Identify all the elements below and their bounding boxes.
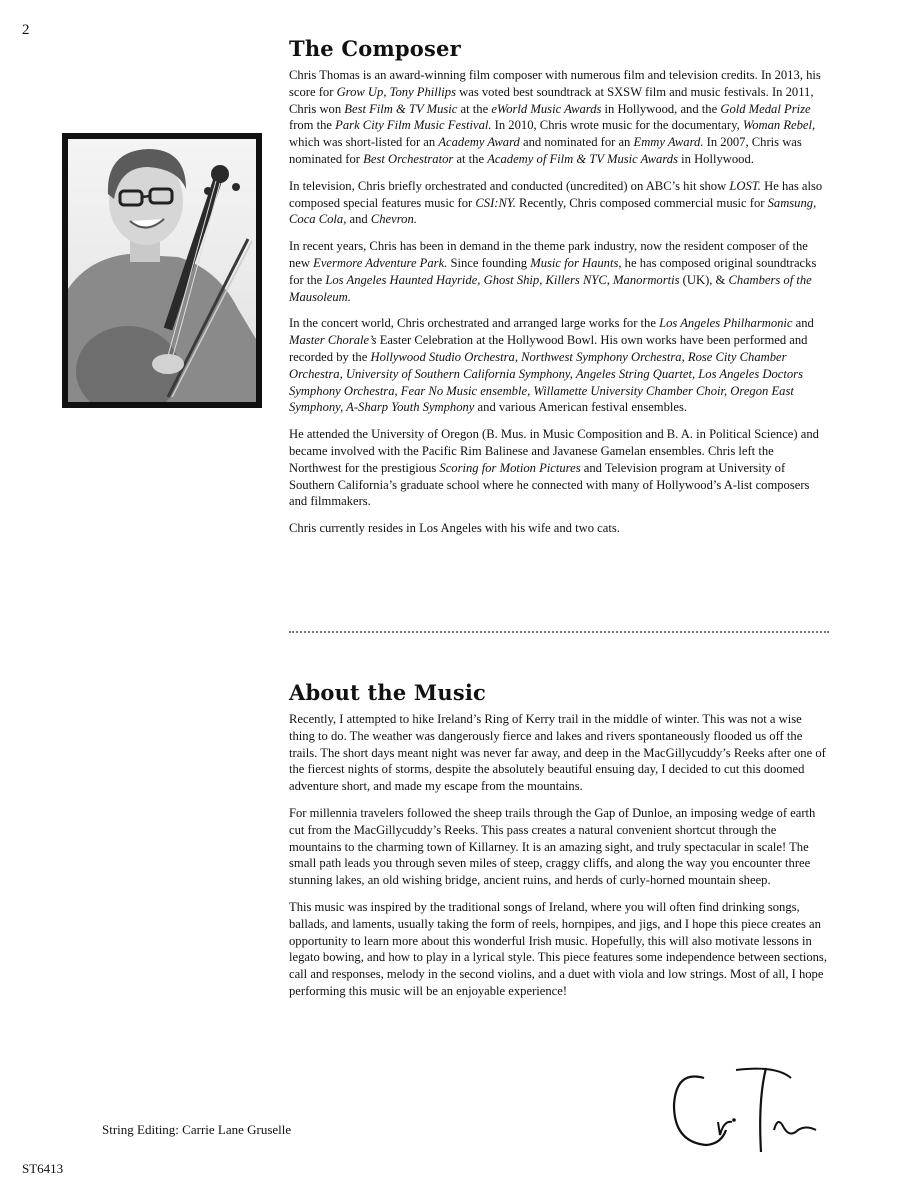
paragraph: In the concert world, Chris orchestrated and arranged large works for the Los Angeles Philharmonic and Master Chorale’s Easter Celebration at the Hollywood Bowl. His own works have been performed and recorded by the Hollywood Studio Orchestra, Northwest Symphony Orchestra, Rose City Chamber Orchestra, University of Southern California Symphony, Angeles String Quartet, Los Angeles Doctors Symphony Orchestra, Fear No Music ensemble, Willamette University Chamber Choir, Oregon East Symphony, A-Sharp Youth Symphony and various American festival ensembles. [289, 316, 814, 415]
section-divider [289, 631, 829, 633]
composer-heading: The Composer [289, 36, 461, 61]
composer-signature [666, 1060, 826, 1160]
paragraph: This music was inspired by the traditional songs of Ireland, where you will often find drinking songs, ballads, and laments, usually taking the form of reels, hornpipes, and jigs, and I hope this piece creates an opportunity to learn more about this wonderful Irish music. Hopefully, this will also motivate lessons in legato bowing, and how to play in a lyrical style. This piece features some independence between sections, call and responses, melody in the second violins, and a duet with viola and low strings. Most of all, I hope performing this music will be an enjoyable experience! [289, 899, 827, 998]
string-editing-credit: String Editing: Carrie Lane Gruselle [102, 1122, 292, 1137]
composer-photo-image [68, 139, 256, 402]
composer-section [289, 36, 827, 547]
paragraph: In television, Chris briefly orchestrated and conducted (uncredited) on ABC’s hit show LOST. He has also composed special features music for CSI:NY. Recently, Chris composed commercial music for Samsung, Coca Cola, and Chevron. [289, 178, 823, 227]
paragraph: He attended the University of Oregon (B. Mus. in Music Composition and B. A. in Political Science) and became involved with the Pacific Rim Balinese and Javanese Gamelan ensembles. Chris left the Northwest for the prestigious Scoring for Motion Pictures and Television program at University of Southern California’s graduate school where he connected with many of Hollywood’s A-list composers and filmmakers. [289, 427, 819, 509]
composer-photo [62, 133, 262, 408]
music-section [289, 680, 827, 1010]
paragraph: For millennia travelers followed the sheep trails through the Gap of Dunloe, an imposing wedge of earth cut from the MacGillycuddy’s Reeks. This pass creates a natural convenient shortcut through the mountains to the charming town of Killarney. It is an amazing sight, and truly spectacular in scale! The small path leads you through seven miles of steep, craggy cliffs, and along the way you encounter three stunning lakes, an old wishing bridge, ancient ruins, and herds of curly-horned mountain sheep. [289, 805, 816, 888]
music-body [289, 711, 827, 1000]
paragraph: Recently, I attempted to hike Ireland’s Ring of Kerry trail in the middle of winter. This was not a wise thing to do. The weather was dangerously fierce and lakes and rivers spontaneously flooded us off the trails. The short days meant night was never far away, and deep in the MacGillycuddy’s Reeks after one of the fiercest nights of storms, despite the absolutely beautiful ensuing day, I decided to cut this doomed adventure short, and made my escape from the mountains. [289, 712, 826, 794]
music-heading: About the Music [289, 680, 487, 705]
catalog-number: ST6413 [22, 1161, 64, 1176]
paragraph: Chris Thomas is an award-winning film composer with numerous film and television credits. In 2013, his score for Grow Up, Tony Phillips was voted best soundtrack at SXSW film and music festivals. In 2011, Chris won Best Film & TV Music at the eWorld Music Awards in Hollywood, and the Gold Medal Prize from the Park City Film Music Festival. In 2010, Chris wrote music for the documentary, Woman Rebel, which was short-listed for an Academy Award and nominated for an Emmy Award. In 2007, Chris was nominated for Best Orchestrator at the Academy of Film & TV Music Awards in Hollywood. [289, 68, 821, 166]
paragraph: Chris currently resides in Los Angeles with his wife and two cats. [289, 521, 620, 536]
composer-body [289, 67, 827, 537]
paragraph: In recent years, Chris has been in demand in the theme park industry, now the resident composer of the new Evermore Adventure Park. Since founding Music for Haunts, he has composed original soundtracks for the Los Angeles Haunted Hayride, Ghost Ship, Killers NYC, Manormortis (UK), & Chambers of the Mausoleum. [289, 239, 817, 304]
page-number: 2 [22, 22, 30, 38]
